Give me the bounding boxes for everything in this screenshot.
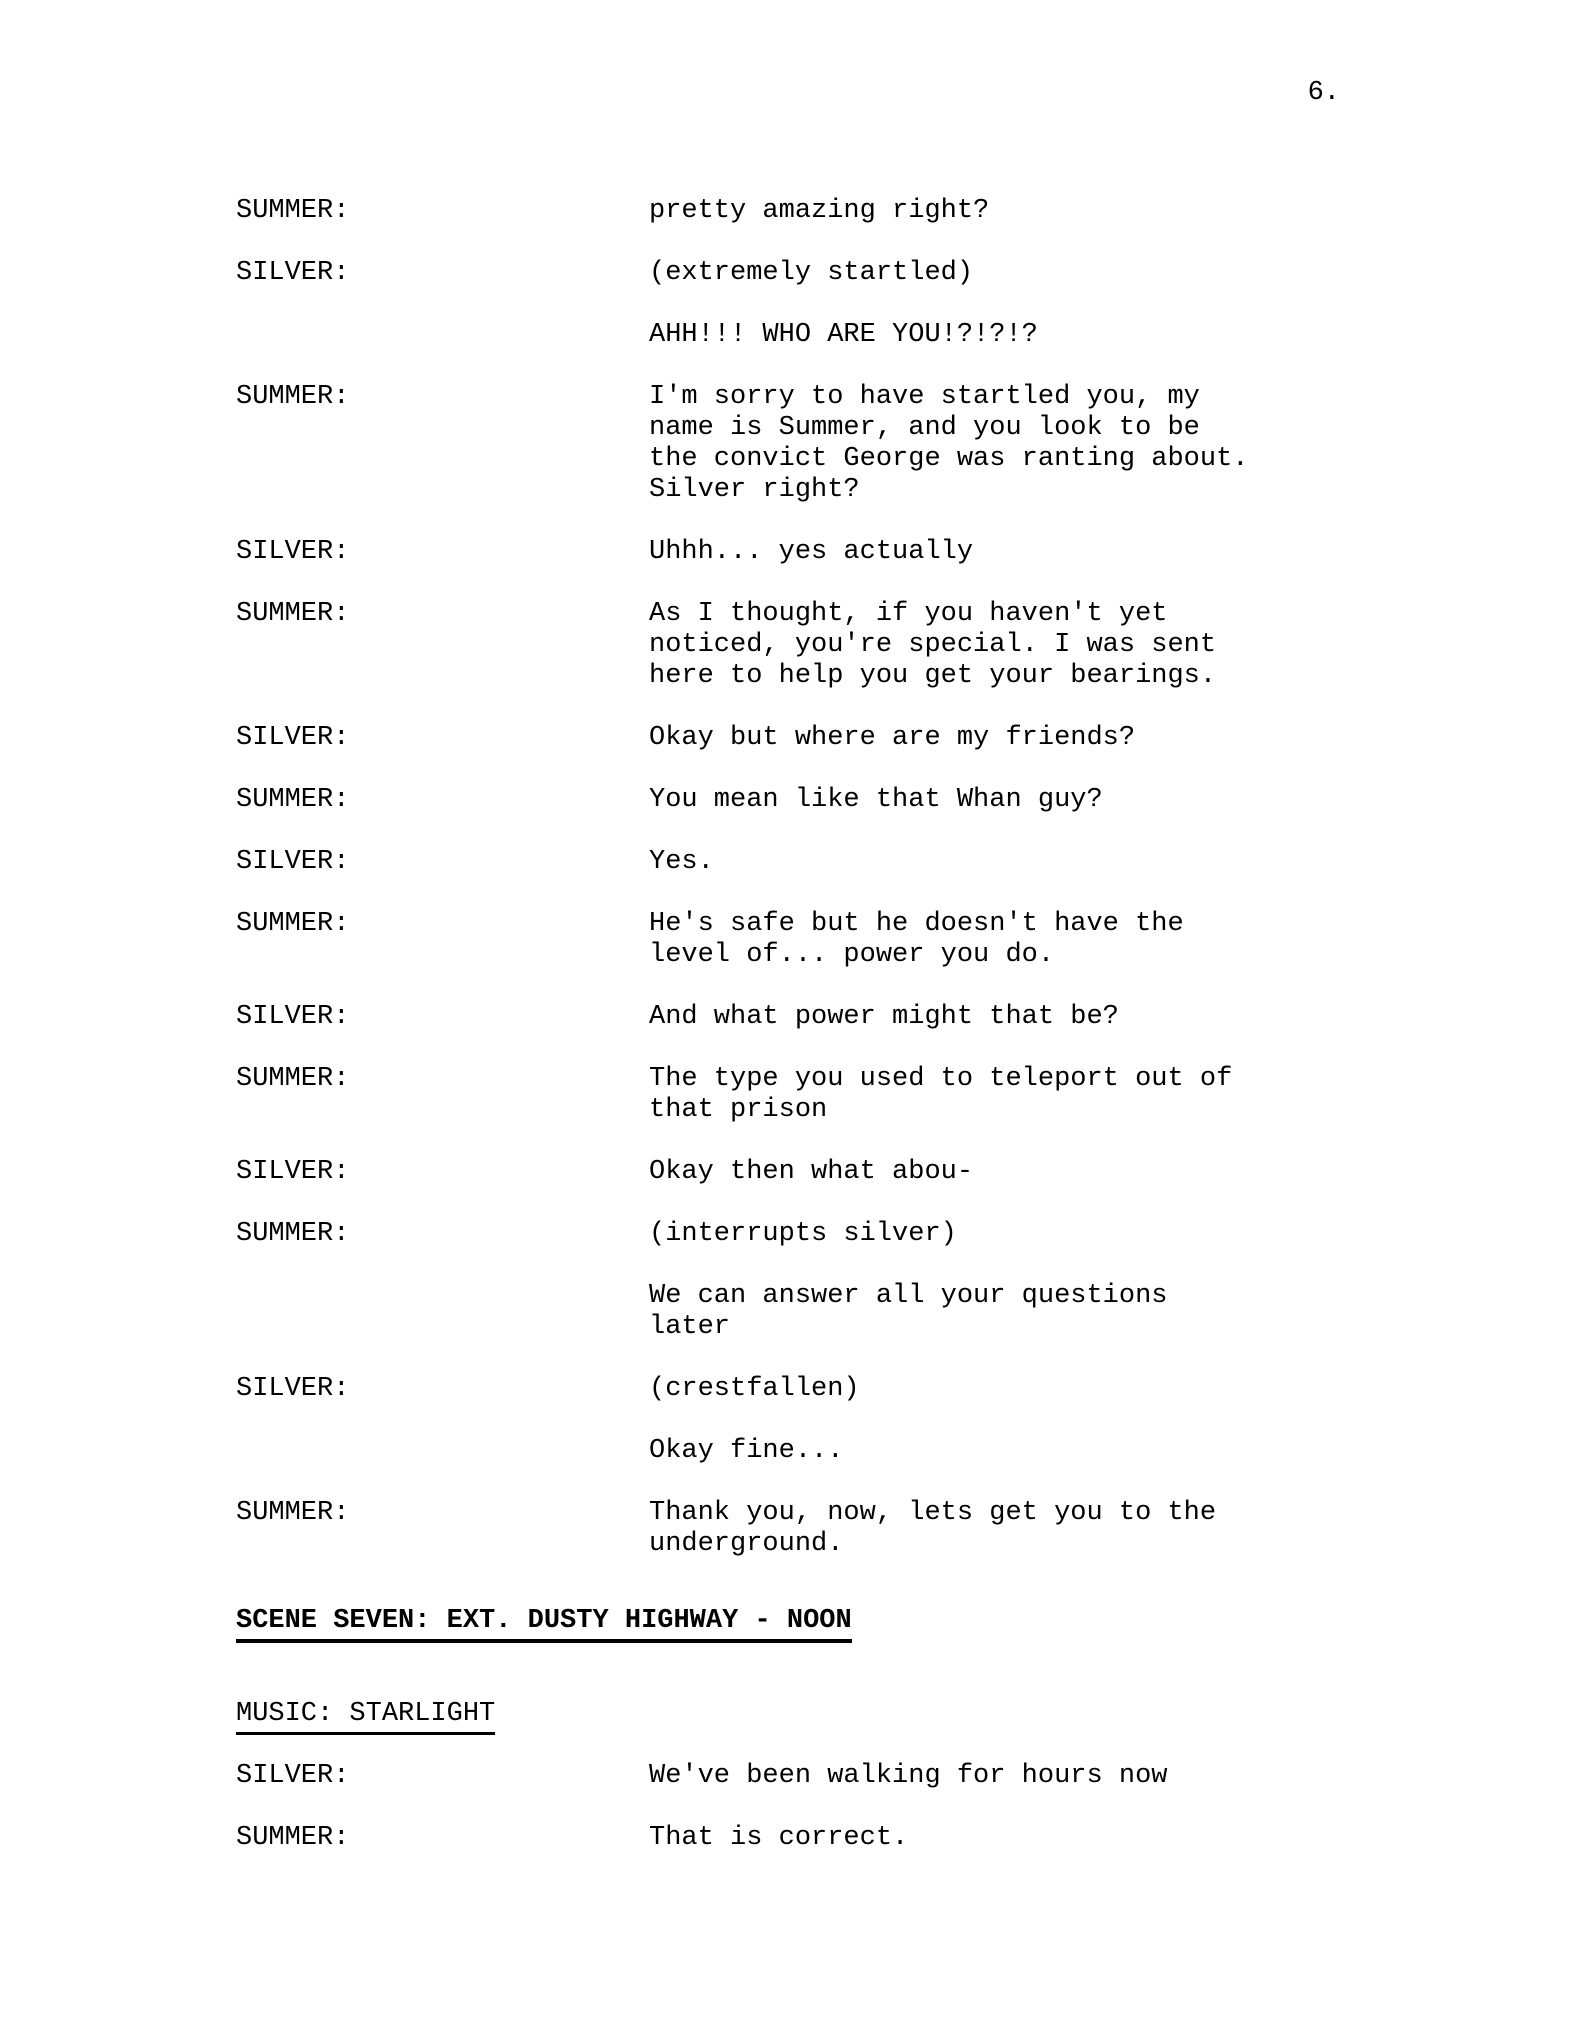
dialogue-block: [236, 1219, 1476, 1250]
dialogue-line: the convict George was ranting about.: [649, 444, 1249, 474]
dialogue-line: pretty amazing right?: [649, 196, 990, 226]
script-content: [236, 196, 1476, 1885]
speaker-label: SUMMER:: [236, 1219, 350, 1249]
speaker-label: SILVER:: [236, 258, 350, 288]
speaker-label: SUMMER:: [236, 196, 350, 226]
speaker-label: [236, 1281, 649, 1312]
dialogue-line: Silver right?: [649, 475, 860, 505]
dialogue-block: [236, 599, 1476, 692]
dialogue-line: Okay then what abou-: [649, 1157, 974, 1187]
speaker-label: SUMMER:: [236, 599, 350, 629]
dialogue-line: Thank you, now, lets get you to the: [649, 1498, 1217, 1528]
speaker-label: SUMMER:: [236, 909, 350, 939]
dialogue-line: underground.: [649, 1529, 844, 1559]
dialogue-line: And what power might that be?: [649, 1002, 1119, 1032]
dialogue-line: that prison: [649, 1095, 828, 1125]
speaker-label: [236, 630, 649, 661]
dialogue-block: [236, 258, 1476, 289]
parenthetical-line: (extremely startled): [649, 258, 974, 288]
speaker-label: [236, 1095, 649, 1126]
music-cue-text: MUSIC: STARLIGHT: [236, 1699, 495, 1735]
dialogue-line: He's safe but he doesn't have the: [649, 909, 1184, 939]
page-number: 6.: [1307, 78, 1340, 108]
dialogue-block: [236, 909, 1476, 971]
dialogue-block: [236, 320, 1476, 351]
dialogue-line: Yes.: [649, 847, 714, 877]
dialogue-line: Okay but where are my friends?: [649, 723, 1136, 753]
dialogue-block: [236, 1064, 1476, 1126]
dialogue-block: [236, 1823, 1476, 1854]
dialogue-line: We can answer all your questions: [649, 1281, 1168, 1311]
speaker-label: SUMMER:: [236, 382, 350, 412]
speaker-label: [236, 661, 649, 692]
dialogue-line: name is Summer, and you look to be: [649, 413, 1200, 443]
dialogue-block: [236, 1374, 1476, 1405]
speaker-label: [236, 1529, 649, 1560]
dialogue-block: [236, 847, 1476, 878]
dialogue-line: I'm sorry to have startled you, my: [649, 382, 1200, 412]
dialogue-line: You mean like that Whan guy?: [649, 785, 1103, 815]
dialogue-block: [236, 382, 1476, 506]
speaker-label: [236, 1436, 649, 1467]
music-cue: [236, 1699, 1476, 1730]
dialogue-line: As I thought, if you haven't yet: [649, 599, 1168, 629]
dialogue-line: AHH!!! WHO ARE YOU!?!?!?: [649, 320, 1038, 350]
speaker-label: SILVER:: [236, 1002, 350, 1032]
scene-heading-text: SCENE SEVEN: EXT. DUSTY HIGHWAY - NOON: [236, 1606, 852, 1643]
speaker-label: SILVER:: [236, 1761, 350, 1791]
dialogue-line: noticed, you're special. I was sent: [649, 630, 1217, 660]
parenthetical-line: (interrupts silver): [649, 1219, 957, 1249]
dialogue-block: [236, 537, 1476, 568]
speaker-label: [236, 413, 649, 444]
speaker-label: SUMMER:: [236, 1498, 350, 1528]
speaker-label: [236, 475, 649, 506]
scene-heading: [236, 1606, 1476, 1637]
dialogue-block: [236, 1498, 1476, 1560]
dialogue-block: [236, 723, 1476, 754]
speaker-label: SUMMER:: [236, 785, 350, 815]
speaker-label: SILVER:: [236, 1374, 350, 1404]
dialogue-line: The type you used to teleport out of: [649, 1064, 1233, 1094]
dialogue-line: level of... power you do.: [649, 940, 1055, 970]
dialogue-line: Okay fine...: [649, 1436, 844, 1466]
dialogue-block: [236, 1436, 1476, 1467]
speaker-label: [236, 320, 649, 351]
dialogue-block: [236, 785, 1476, 816]
dialogue-line: That is correct.: [649, 1823, 909, 1853]
speaker-label: SILVER:: [236, 847, 350, 877]
speaker-label: SUMMER:: [236, 1823, 350, 1853]
speaker-label: [236, 940, 649, 971]
dialogue-line: here to help you get your bearings.: [649, 661, 1217, 691]
speaker-label: [236, 1312, 649, 1343]
dialogue-block: [236, 1761, 1476, 1792]
dialogue-line: Uhhh... yes actually: [649, 537, 974, 567]
parenthetical-line: (crestfallen): [649, 1374, 860, 1404]
dialogue-line: later: [649, 1312, 731, 1342]
speaker-label: SILVER:: [236, 723, 350, 753]
speaker-label: SILVER:: [236, 1157, 350, 1187]
dialogue-block: [236, 1157, 1476, 1188]
speaker-label: SUMMER:: [236, 1064, 350, 1094]
dialogue-block: [236, 1002, 1476, 1033]
dialogue-block: [236, 1281, 1476, 1343]
speaker-label: SILVER:: [236, 537, 350, 567]
dialogue-block: [236, 196, 1476, 227]
speaker-label: [236, 444, 649, 475]
dialogue-line: We've been walking for hours now: [649, 1761, 1168, 1791]
